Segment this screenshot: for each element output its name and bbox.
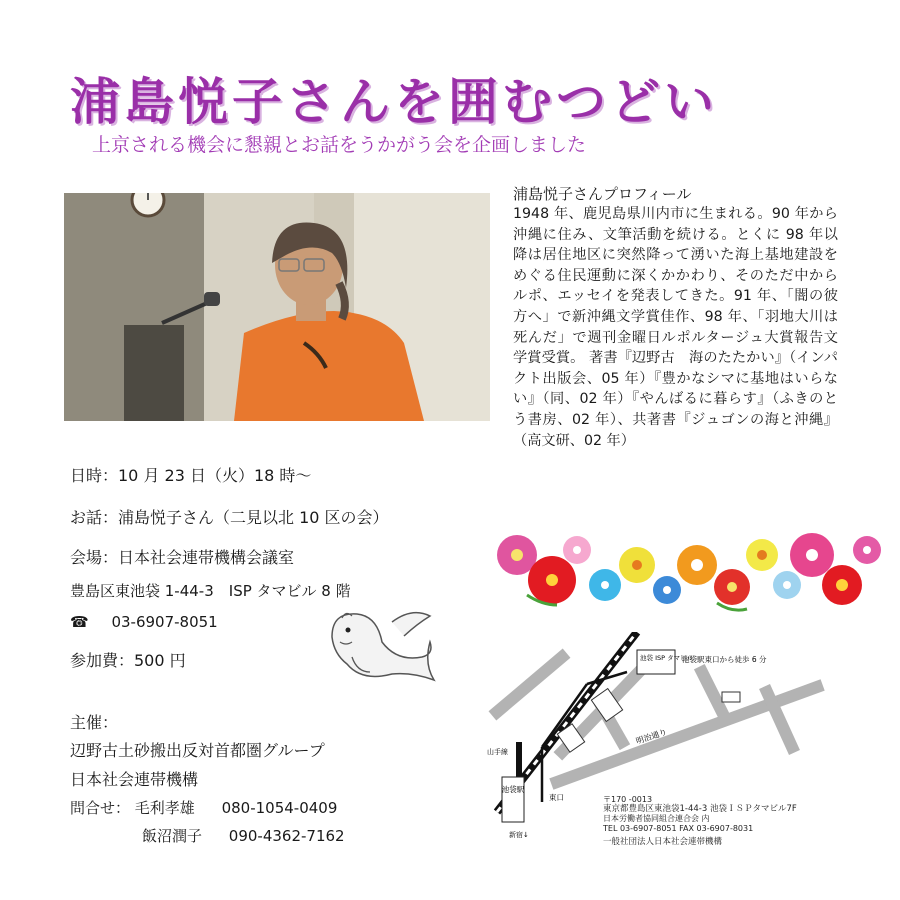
map-access: 池袋駅東口から徒歩 6 分 [682,655,767,664]
address-line-1: 東京都豊島区東池袋1-44-3 池袋ＩＳＰタマビル7F [603,803,797,814]
contact-row-1 [70,797,337,818]
contact-phone-1: 080-1054-0409 [221,799,338,817]
organizers-label: 主催： [70,713,119,732]
event-talk: お話：浦島悦子さん（二見以北 10 区の会） [70,508,389,527]
map-address-block [603,795,797,848]
map-street: 明治通り [634,727,669,746]
contact-name-1: 毛利孝雄 [134,799,195,817]
map-station-label: 池袋駅 [501,785,525,794]
event-address: 豊島区東池袋 1-44-3 ISP タマビル 8 階 [70,582,351,600]
contact-phone-2: 090-4362-7162 [228,827,345,845]
organizer-2: 日本社会連帯機構 [70,770,199,789]
event-date: 日時：10 月 23 日（火）18 時～ [70,466,312,485]
profile-heading: 浦島悦子さんプロフィール [513,185,692,203]
postal-code: 〒170 -0013 [603,795,653,804]
contact-label: 問合せ： [70,799,131,817]
speaker-photo [64,193,490,421]
profile-body: 1948 年、鹿児島県川内市に生まれる。90 年から沖縄に住み、文筆活動を続ける。とくに 98 年以降は居住地区に突然降って湧いた海上基地建設をめぐる住民運動に深くかかわり、そのただ中からルポ、エッセイを発表してきた。91 年、「闇の彼方へ」で新沖縄文学賞佳作、98 年、「羽地大川は死んだ」で週刊金曜日ルポルタージュ大賞報告文学賞受賞。 著書『辺野古 海のたたかい』（インパクト出版会、05 年）『豊かなシマに基地はいらない』（同、02 年）『やんばるに暮らす』（ふきのとう書房、02 年）、共著書『ジュゴンの海と沖縄』（高文研、02 年） [513,206,838,449]
event-fee: 参加費：500 円 [70,651,186,670]
contact-row-2 [142,825,345,846]
subtitle: 上京される機会に懇親とお話をうかがう会を企画しました [92,134,587,156]
map-east-exit: 東口 [549,793,564,802]
address-line-3: TEL 03-6907-8051 FAX 03-6907-8031 [603,823,754,833]
address-line-2: 日本労働者協同組合連合会 内 [603,814,710,823]
page-title: 浦島悦子さんを囲むつどい [70,72,718,131]
phone-icon: ☎ [70,613,89,631]
address-line-4: 一般社団法人日本社会連帯機構 [603,837,723,847]
organizer-1: 辺野古土砂搬出反対首都圏グループ [70,741,325,760]
contact-name-2: 飯沼潤子 [142,827,203,845]
event-phone-row [70,613,218,631]
map-building: 池袋 ISP タマビル [640,654,694,662]
map-shinjuku: 新宿↓ [509,831,529,839]
event-venue: 会場：日本社会連帯機構会議室 [70,548,295,567]
hibiscus-decoration [487,525,882,620]
map-line-label: 山手線 [487,748,508,756]
event-phone: 03-6907-8051 [111,613,218,631]
dugong-illustration [312,602,437,692]
